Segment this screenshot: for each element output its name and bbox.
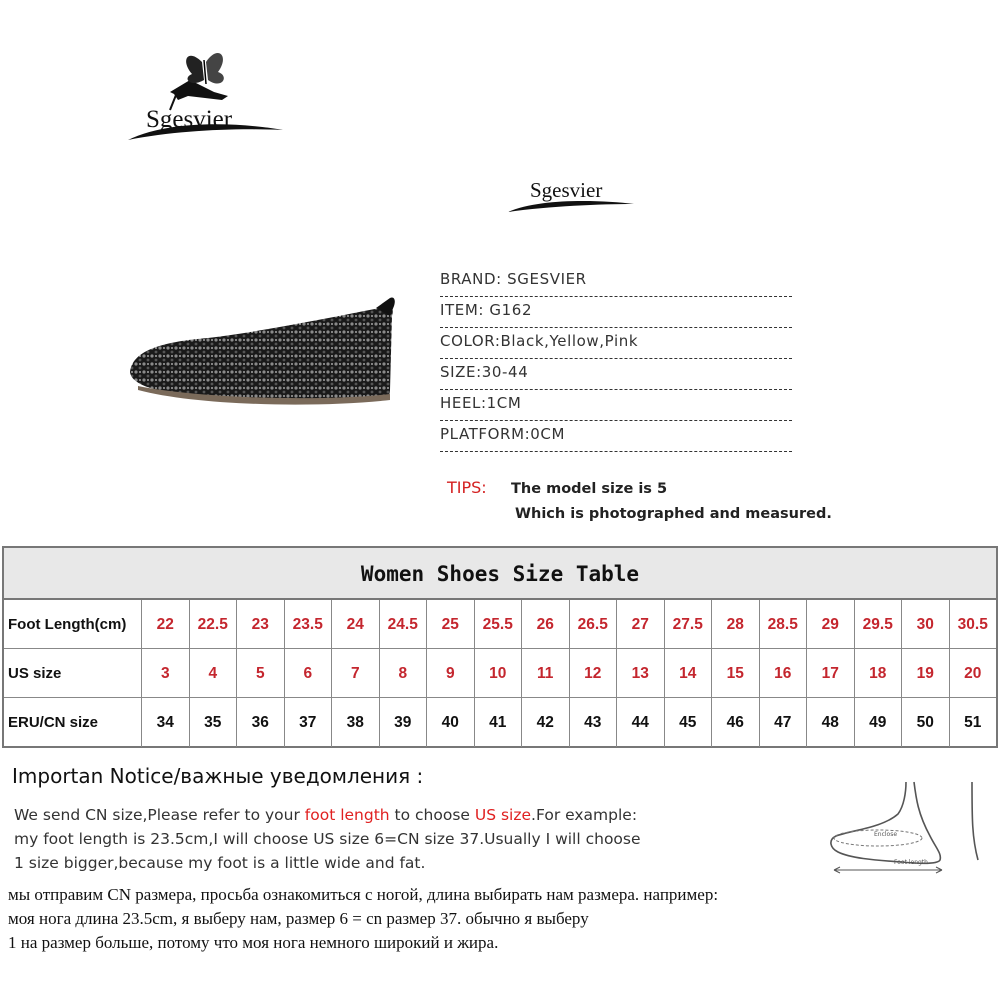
- size-table-cell: 29: [807, 600, 855, 648]
- size-table-cell: 6: [285, 649, 333, 697]
- notice-russian: [8, 883, 968, 955]
- notice-ru-line-2: моя нога длина 23.5cm, я выберу нам, размер 6 = cn размер 37. обычно я выберу: [8, 909, 589, 928]
- tips-block: [447, 478, 867, 522]
- size-table-cell: 17: [807, 649, 855, 697]
- notice-en-line-1: [14, 803, 814, 827]
- size-table-cell: 24.5: [380, 600, 428, 648]
- size-table-cell: 30: [902, 600, 950, 648]
- spec-platform: PLATFORM:0CM: [440, 421, 792, 452]
- size-table-cell: 10: [475, 649, 523, 697]
- size-table-row-header: Foot Length(cm): [4, 600, 142, 648]
- size-table-row-header: ERU/CN size: [4, 698, 142, 747]
- size-table-cell: 49: [855, 698, 903, 747]
- size-table-cell: 23: [237, 600, 285, 648]
- size-table-cell: 20: [964, 665, 982, 682]
- tips-label: TIPS:: [447, 478, 487, 497]
- product-shoe-image: [118, 290, 418, 415]
- size-table-cell: 42: [522, 698, 570, 747]
- brand-logo-text: Sgesvier: [146, 106, 233, 133]
- size-table-cell: 15: [712, 649, 760, 697]
- size-table-row: [4, 649, 996, 698]
- size-table-cell: 47: [760, 698, 808, 747]
- foot-length-label: Foot length: [894, 859, 928, 866]
- butterfly-heel-logo-icon: [118, 40, 293, 160]
- tips-line-2: Which is photographed and measured.: [515, 506, 832, 522]
- size-table-cell: 5: [237, 649, 285, 697]
- size-table-cell: 28: [712, 600, 760, 648]
- size-table-cell: 19: [902, 649, 950, 697]
- notice-english: [14, 803, 814, 875]
- size-table-cell: 44: [617, 698, 665, 747]
- spec-brand: BRAND: SGESVIER: [440, 266, 792, 297]
- size-table-cell: 25: [427, 600, 475, 648]
- size-table-cell: 30.5: [957, 616, 988, 633]
- foot-outline-icon: [822, 778, 992, 878]
- size-table-cell: 28.5: [760, 600, 808, 648]
- size-table-cell: 4: [190, 649, 238, 697]
- size-table-cell: 9: [427, 649, 475, 697]
- brand-logo-small-text: Sgesvier: [530, 178, 603, 202]
- foot-measure-diagram: [822, 778, 992, 878]
- size-table-cell: 27.5: [665, 600, 713, 648]
- size-table-cell: 18: [855, 649, 903, 697]
- size-table-cell: 8: [380, 649, 428, 697]
- size-table-cell: 22: [142, 600, 190, 648]
- size-table-cell: 37: [285, 698, 333, 747]
- size-table-cell: 43: [570, 698, 618, 747]
- size-table-cell: 11: [522, 649, 570, 697]
- size-table-cell: 13: [617, 649, 665, 697]
- size-table-cell: 39: [380, 698, 428, 747]
- size-table-cell: 51: [964, 714, 982, 731]
- size-table-cell: 3: [142, 649, 190, 697]
- size-table-cell: 26.5: [570, 600, 618, 648]
- foot-length-highlight: foot length: [304, 806, 390, 824]
- size-table-cell: 40: [427, 698, 475, 747]
- notice-en-line-3: 1 size bigger,because my foot is a little wide and fat.: [14, 854, 426, 872]
- product-specs: [440, 266, 792, 452]
- size-table-cell: 24: [332, 600, 380, 648]
- spec-size: SIZE:30-44: [440, 359, 792, 390]
- size-table-cell: 50: [902, 698, 950, 747]
- tips-line-1: The model size is 5: [511, 481, 668, 497]
- size-table-body: [4, 600, 996, 747]
- size-table-row-header: US size: [4, 649, 142, 697]
- size-table: [2, 546, 998, 748]
- spec-color: COLOR:Black,Yellow,Pink: [440, 328, 792, 359]
- size-table-cell: 26: [522, 600, 570, 648]
- size-table-cell: 35: [190, 698, 238, 747]
- size-table-cell: 27: [617, 600, 665, 648]
- brand-logo-small: [500, 168, 640, 228]
- size-table-title: Women Shoes Size Table: [4, 548, 996, 600]
- size-table-cell: 23.5: [285, 600, 333, 648]
- notice-en-text: We send CN size,Please refer to your: [14, 806, 305, 824]
- notice-en-text: to choose: [389, 806, 475, 824]
- size-table-cell: 48: [807, 698, 855, 747]
- size-table-cell: 38: [332, 698, 380, 747]
- sequin-flat-shoe-icon: [118, 290, 418, 415]
- notice-ru-line-1: мы отправим CN размера, просьба ознакомиться с ногой, длина выбирать нам размера. например:: [8, 885, 719, 904]
- us-size-highlight: US size: [474, 806, 532, 824]
- notice-en-text: .For example:: [531, 806, 638, 824]
- size-table-cell: 16: [760, 649, 808, 697]
- size-table-cell: 41: [475, 698, 523, 747]
- size-table-cell: 12: [570, 649, 618, 697]
- notice-en-line-2: my foot length is 23.5cm,I will choose US size 6=CN size 37.Usually I will choose: [14, 830, 641, 848]
- brand-logo-main: [118, 40, 293, 160]
- size-table-row: [4, 698, 996, 747]
- size-table-cell: 29.5: [855, 600, 903, 648]
- size-table-cell: 7: [332, 649, 380, 697]
- size-table-cell: 25.5: [475, 600, 523, 648]
- size-table-row: [4, 600, 996, 649]
- notice-ru-line-3: 1 на размер больше, потому что моя нога немного широкий и жира.: [8, 933, 499, 952]
- size-table-cell: 22.5: [190, 600, 238, 648]
- spec-item: ITEM: G162: [440, 297, 792, 328]
- size-table-cell: 46: [712, 698, 760, 747]
- size-table-cell: 14: [665, 649, 713, 697]
- size-table-cell: 36: [237, 698, 285, 747]
- spec-heel: HEEL:1CM: [440, 390, 792, 421]
- size-table-cell: 45: [665, 698, 713, 747]
- notice-title: Importan Notice/важные уведомления :: [12, 764, 424, 788]
- enclose-label: Enclose: [874, 831, 898, 838]
- size-table-cell: 34: [142, 698, 190, 747]
